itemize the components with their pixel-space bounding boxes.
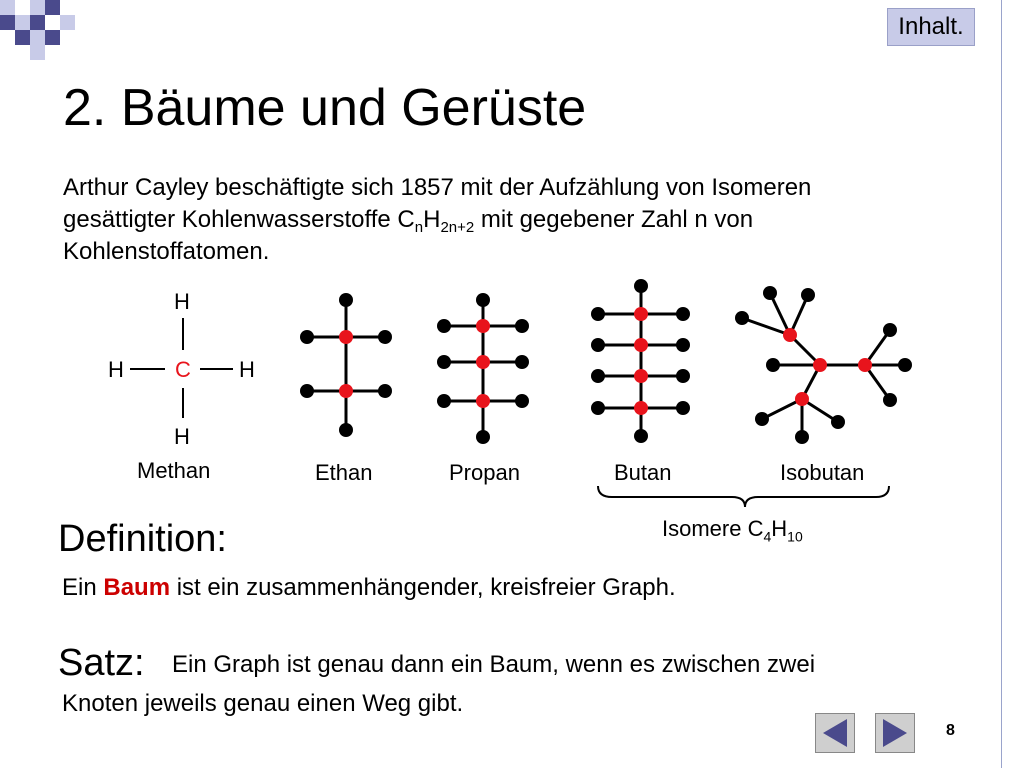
label-propan: Propan (449, 460, 520, 485)
methan-h-left: H (108, 357, 124, 382)
label-isobutan: Isobutan (780, 460, 865, 485)
page-number: 8 (946, 722, 955, 739)
intro-line-2: gesättigter Kohlenwasserstoffe $C_nH_{2n+2}$ mit gegebener Zahl n von (63, 206, 754, 236)
definition-heading: Definition: (58, 518, 227, 560)
methan-h-right: H (239, 357, 255, 382)
label-ethan: Ethan (315, 460, 373, 485)
baum-highlight: Baum (103, 574, 171, 601)
definition-text: Ein Baum ist ein zusammenhängender, kreisfreier Graph. (62, 574, 676, 601)
previous-slide-button[interactable] (815, 713, 855, 753)
arrow-right-icon (876, 714, 914, 752)
methan-structure (108, 289, 255, 449)
isobutan-graph (735, 286, 912, 444)
intro-line-3: Kohlenstoffatomen. (63, 238, 270, 265)
inhalt-button[interactable]: Inhalt. (887, 8, 975, 46)
methan-h-bottom: H (174, 424, 190, 449)
methan-c: C (175, 357, 191, 382)
label-butan: Butan (614, 460, 672, 485)
isomere-brace (598, 486, 889, 507)
next-slide-button[interactable] (875, 713, 915, 753)
satz-heading: Satz: (58, 642, 145, 684)
satz-text-line-2: Knoten jeweils genau einen Weg gibt. (62, 690, 464, 717)
label-methan: Methan (137, 458, 211, 483)
satz-text-line-1: Ein Graph ist genau dann ein Baum, wenn es zwischen zwei (172, 651, 816, 678)
arrow-left-icon (816, 714, 854, 752)
butan-graph (591, 279, 690, 443)
page-title: 2. Bäume und Gerüste (63, 79, 587, 137)
methan-h-top: H (174, 289, 190, 314)
ethan-graph (300, 293, 392, 437)
intro-line-1: Arthur Cayley beschäftigte sich 1857 mit der Aufzählung von Isomeren (63, 174, 812, 201)
label-isomere: Isomere $C_4H_{10}$ (662, 516, 803, 545)
propan-graph (437, 293, 529, 444)
